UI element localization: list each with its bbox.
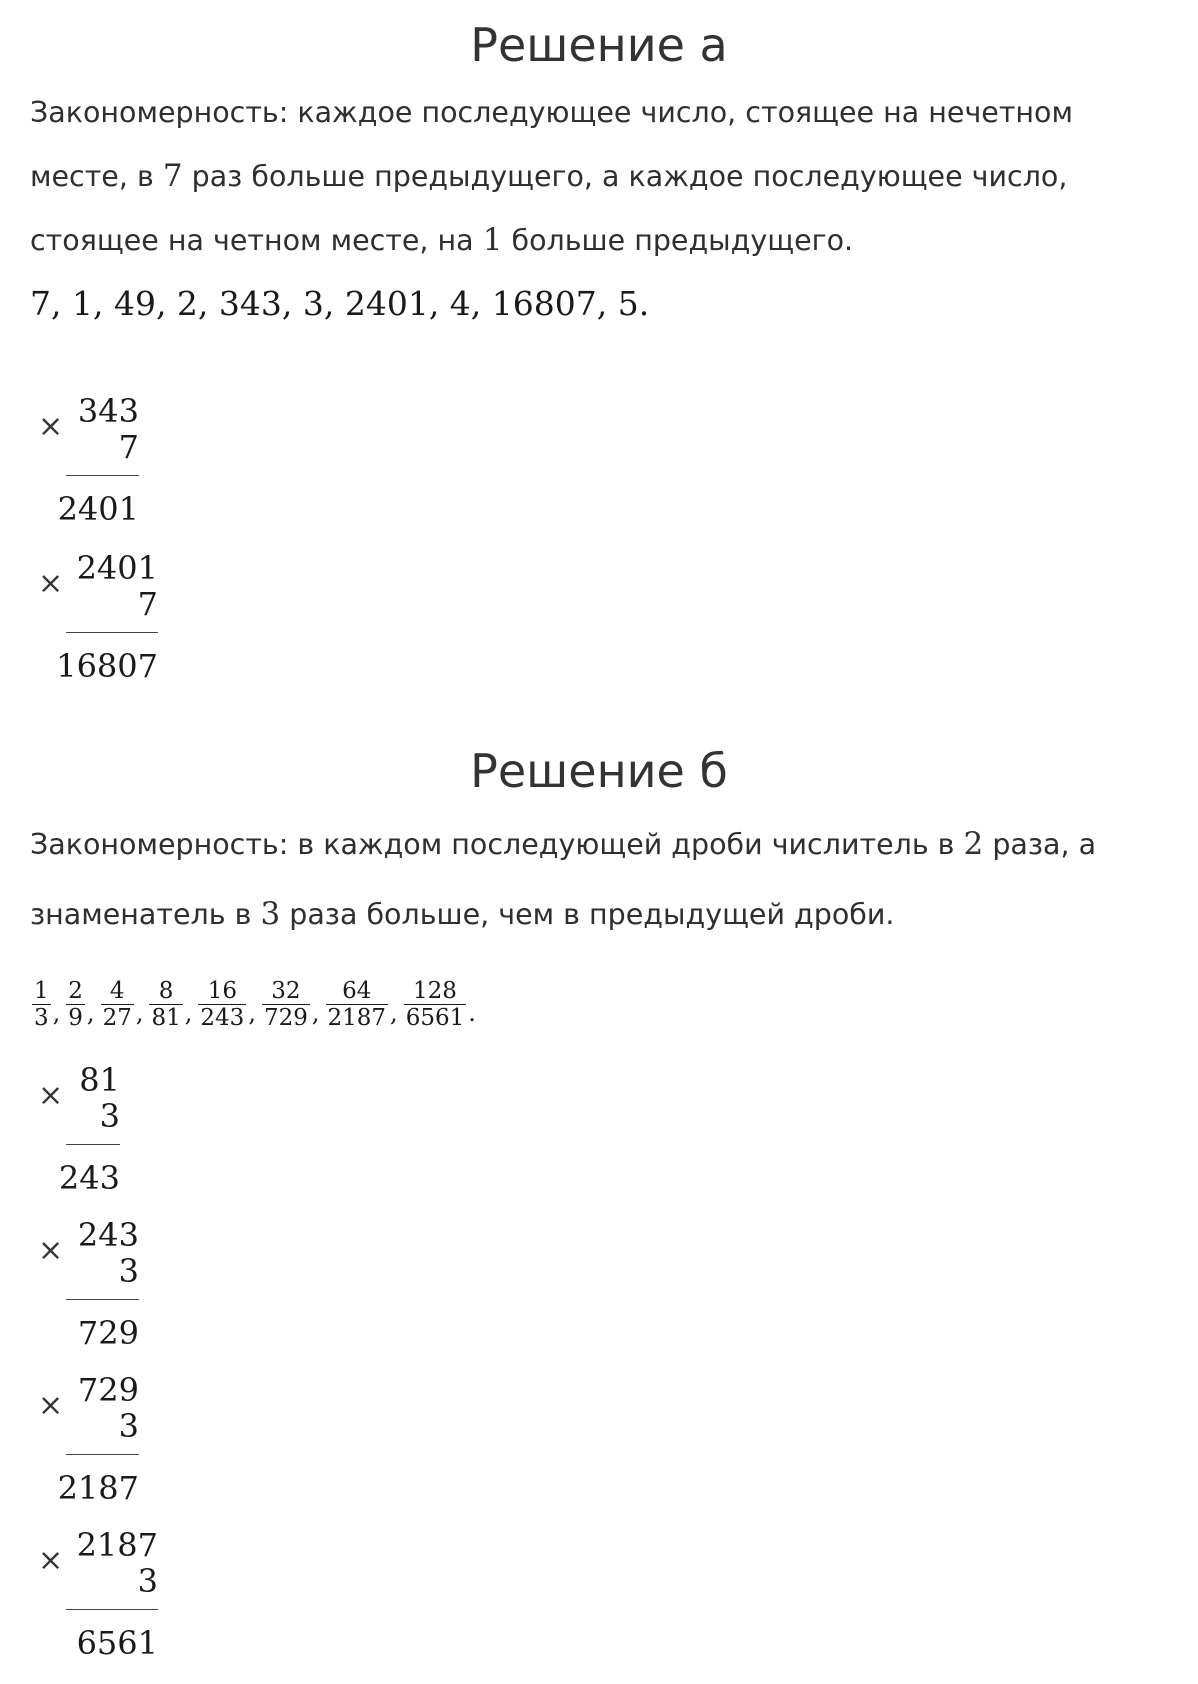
multiply-sign: × [38,1233,64,1268]
section-a-p3-num: 1 [482,222,503,258]
result-line [66,1609,158,1610]
multiplier: 3 [118,1252,139,1290]
comma: , [311,998,320,1027]
product: 243 [58,1159,120,1197]
section-a-p3-b: больше предыдущего. [502,224,854,257]
comma: , [135,998,144,1027]
multiply-sign: × [38,1078,64,1113]
section-b-p1-num: 2 [963,826,984,862]
multiplier: 3 [99,1097,120,1135]
fraction: $\frac{1}{3}$ [34,978,49,1032]
multiplicand: 243 [77,1216,139,1254]
multiply-sign: × [38,409,64,444]
multiplication-2187-by-3 [38,1526,168,1662]
multiplicand: 2401 [76,549,158,587]
result-line [66,632,158,633]
product: 6561 [76,1624,158,1662]
fraction-sequence [32,978,482,1048]
fraction: $\frac{16}{243}$ [200,978,245,1032]
fraction: $\frac{32}{729}$ [263,978,308,1032]
section-b-p1-a: Закономерность: в каждом последующей дроби числитель в [30,828,964,861]
result-line [66,1299,139,1300]
section-a-p2-a: месте, в [30,160,163,193]
multiply-sign: × [38,1543,64,1578]
product: 16807 [56,647,158,685]
product: 2401 [57,490,139,528]
multiplication-243-by-3 [38,1216,148,1352]
section-b-p1-b: раза, а [983,828,1097,861]
section-a-paragraph-line-2 [30,158,1067,195]
multiply-sign: × [38,566,64,601]
multiplicand: 2187 [76,1526,158,1564]
result-line [66,1144,120,1145]
comma: , [390,998,398,1027]
section-a-p2-b: раз больше предыдущего, а каждое последующее число, [182,160,1068,193]
fraction: $\frac{4}{27}$ [102,978,132,1032]
multiplicand: 729 [77,1371,139,1409]
section-b-paragraph-line-1 [30,826,1096,863]
section-a-paragraph-line-1 [30,96,1073,130]
period: . [468,998,476,1027]
fraction: $\frac{2}{9}$ [68,978,83,1032]
product: 729 [77,1314,139,1352]
comma: , [86,998,95,1027]
section-b-p2-num: 3 [260,896,281,932]
multiplicand: 81 [79,1061,120,1099]
comma: , [52,998,61,1027]
section-a-paragraph-line-3 [30,222,853,259]
section-a-sequence: 7, 1, 49, 2, 343, 3, 2401, 4, 16807, 5. [30,284,650,323]
multiplier: 3 [118,1407,139,1445]
comma: , [248,998,256,1027]
section-a-title: Решение а [470,18,728,72]
multiplier: 3 [137,1562,158,1600]
multiplication-343-by-7 [38,392,148,528]
multiplication-81-by-3 [38,1061,138,1197]
multiplication-729-by-3 [38,1371,148,1507]
fraction: $\frac{8}{81}$ [151,978,181,1032]
multiplier: 7 [137,585,158,623]
multiplication-2401-by-7 [38,549,168,685]
result-line [66,1454,139,1455]
section-b-title: Решение б [470,744,728,798]
section-b-paragraph-line-2 [30,896,894,933]
product: 2187 [57,1469,139,1507]
section-b-p2-a: знаменатель в [30,898,261,931]
comma: , [184,998,193,1027]
multiplicand: 343 [77,392,139,430]
section-a-p1: Закономерность: каждое последующее число, стоящее на нечетном [30,96,1073,129]
section-b-p2-b: раза больше, чем в предыдущей дроби. [280,898,895,931]
result-line [66,475,139,476]
section-a-p2-num: 7 [162,158,183,194]
multiplier: 7 [118,428,139,466]
section-a-p3-a: стоящее на четном месте, на [30,224,483,257]
multiply-sign: × [38,1388,64,1423]
fraction: $\frac{64}{2187}$ [327,978,387,1032]
fraction: $\frac{128}{6561}$ [405,978,465,1032]
